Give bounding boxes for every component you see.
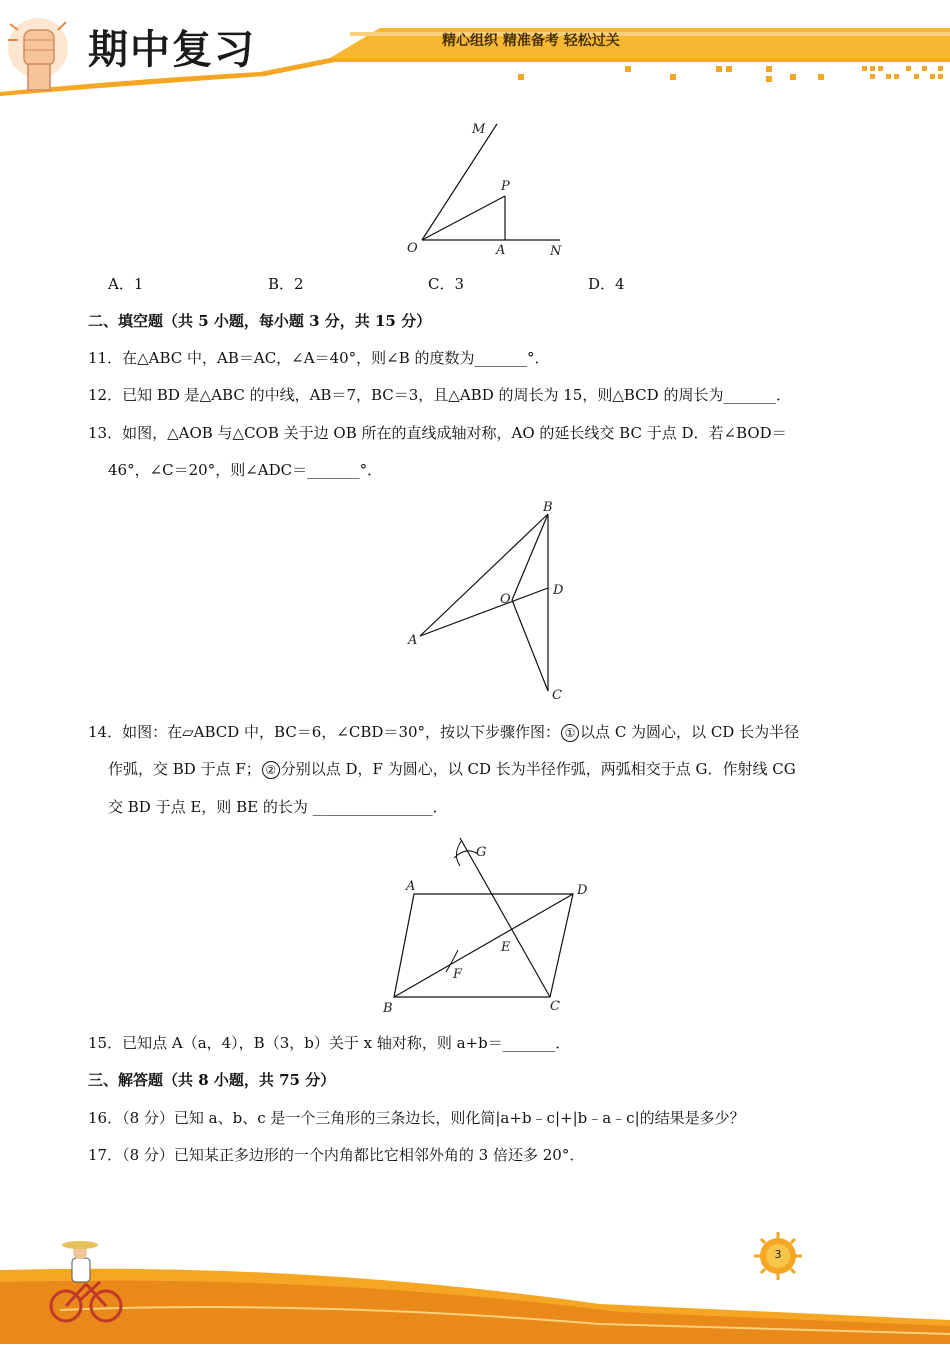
- diagonal-bd: [394, 894, 573, 997]
- label-A: A: [408, 633, 418, 648]
- question-13-line-1: 13．如图，△AOB 与△COB 关于边 OB 所在的直线成轴对称，AO 的延长线交 BC 于点 D．若∠BOD＝: [88, 424, 787, 442]
- page-footer: [0, 1200, 950, 1344]
- q10-choices: [108, 274, 748, 294]
- choice-a[interactable]: A．1: [108, 275, 144, 293]
- segment-op: [422, 196, 505, 240]
- label-N: N: [550, 244, 562, 259]
- arc-g-1: [454, 851, 478, 858]
- choice-c[interactable]: C．3: [428, 275, 465, 293]
- ray-cg: [460, 838, 550, 997]
- label-F: F: [453, 967, 463, 982]
- label-M: M: [472, 122, 486, 137]
- question-11: 11．在△ABC 中，AB＝AC，∠A＝40°，则∠B 的度数为_______°．: [88, 349, 550, 367]
- page-header: [0, 0, 950, 100]
- label-O: O: [500, 592, 511, 607]
- question-14-line-1: [88, 722, 799, 742]
- question-15: 15．已知点 A（a，4），B（3，b）关于 x 轴对称，则 a+b＝_______．: [88, 1034, 571, 1052]
- q14-text-2b: 分别以点 D，F 为圆心，以 CD 长为半径作弧，两弧相交于点 G．作射线 CG: [280, 760, 796, 778]
- step-2-marker: ②: [262, 761, 280, 779]
- step-1-marker: ①: [561, 724, 579, 742]
- figure-q14: [380, 832, 600, 1017]
- figure-q10: [400, 118, 580, 263]
- label-D: D: [553, 583, 564, 598]
- footer-banner: [0, 1200, 950, 1344]
- label-G: G: [476, 845, 487, 860]
- label-E: E: [501, 940, 511, 955]
- label-C: C: [552, 688, 562, 703]
- label-A: A: [496, 243, 506, 258]
- segment-oc: [512, 600, 548, 691]
- question-14-line-2: [108, 759, 796, 779]
- q14-text-2a: 作弧，交 BD 于点 F；: [108, 760, 261, 778]
- fist-icon: [8, 18, 68, 90]
- label-A: A: [406, 879, 416, 894]
- header-title: 期中复习: [88, 27, 256, 73]
- question-16: 16．（8 分）已知 a、b、c 是一个三角形的三条边长，则化简|a+b﹣c|+|b﹣a﹣c|的结果是多少？: [88, 1109, 745, 1127]
- choice-d[interactable]: D．4: [588, 275, 625, 293]
- label-B: B: [543, 500, 553, 515]
- label-B: B: [383, 1001, 393, 1016]
- segment-ad: [420, 588, 548, 636]
- segment-bo: [512, 514, 548, 600]
- question-13-line-2: 46°，∠C＝20°，则∠ADC＝_______°．: [108, 461, 383, 479]
- page-number: 3: [774, 1248, 782, 1261]
- q14-text-1b: 以点 C 为圆心，以 CD 长为半径: [580, 723, 800, 741]
- header-slogan: 精心组织 精准备考 轻松过关: [442, 33, 620, 49]
- figure-q13: [400, 496, 580, 706]
- choice-b[interactable]: B．2: [268, 275, 304, 293]
- label-O: O: [407, 241, 418, 256]
- section-3-heading: 三、解答题（共 8 小题，共 75 分）: [88, 1071, 336, 1089]
- label-D: D: [577, 883, 588, 898]
- question-12: 12．已知 BD 是△ABC 的中线，AB＝7，BC＝3，且△ABD 的周长为 15，则△BCD 的周长为_______．: [88, 386, 791, 404]
- segment-ab: [420, 514, 548, 636]
- section-2-heading: 二、填空题（共 5 小题，每小题 3 分，共 15 分）: [88, 312, 432, 330]
- question-14-line-3: 交 BD 于点 E，则 BE 的长为 ________________．: [108, 798, 448, 816]
- label-C: C: [550, 999, 560, 1014]
- question-17: 17．（8 分）已知某正多边形的一个内角都比它相邻外角的 3 倍还多 20°．: [88, 1146, 585, 1164]
- q14-text-1a: 14．如图：在▱ABCD 中，BC＝6，∠CBD＝30°，按以下步骤作图：: [88, 723, 561, 741]
- ray-om: [422, 124, 497, 240]
- label-P: P: [501, 179, 510, 194]
